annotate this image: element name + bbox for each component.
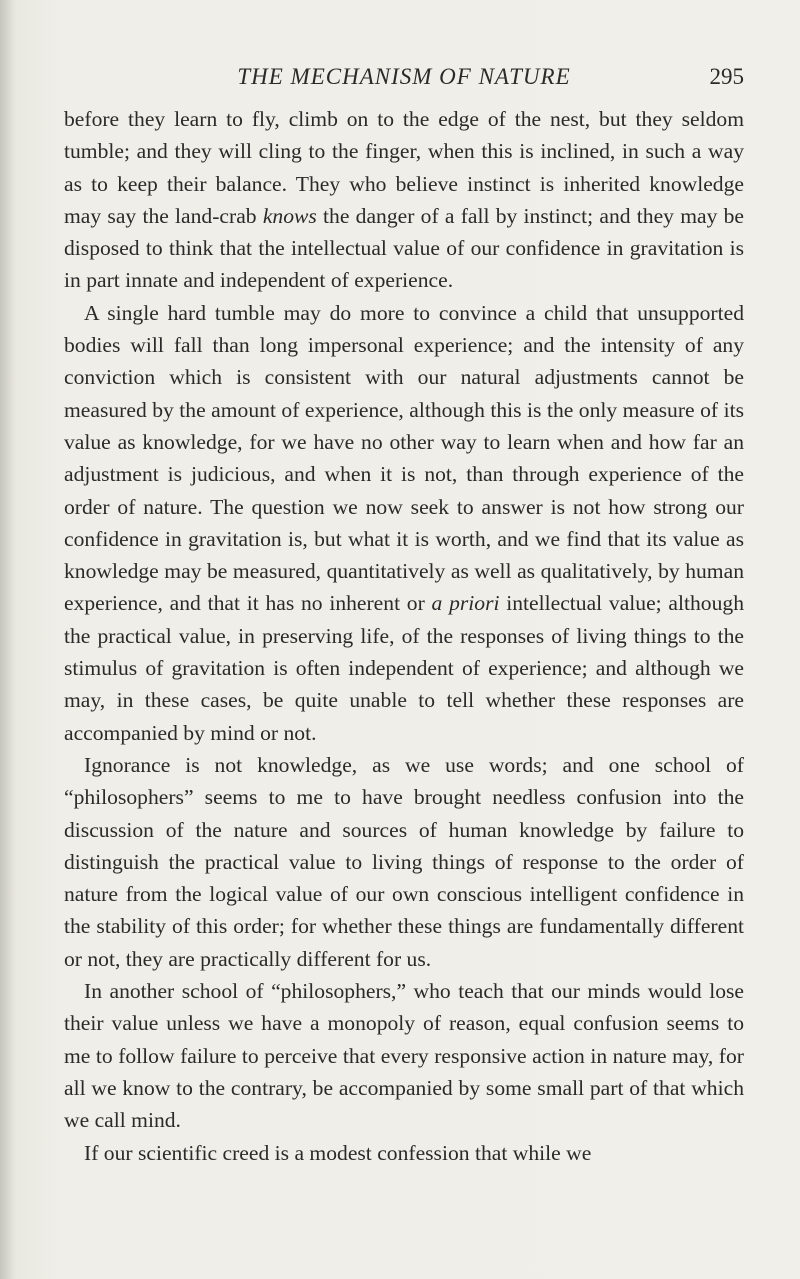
paragraph-4	[64, 975, 744, 1136]
paragraph-1-italic-knows: knows	[262, 203, 317, 228]
paragraph-2-text-a: A single hard tumble may do more to convince a child that unsupported bodies will fall than long impersonal experience; and the intensity of any conviction which is consistent with our natural adjustments cannot be measured by the amount of experience, although this is the only measure of its value as knowledge, for we have no other way to learn when and how far an adjustment is judicious, and when it is not, than through experience of the order of nature. The question we now seek to answer is not how strong our confidence in gravitation is, but what it is worth, and we find that its value as knowledge may be measured, quantitatively as well as qualitatively, by human experience, and that it has no inherent or	[64, 300, 744, 616]
paragraph-2-text-b: intellectual value; although the practical value, in preserving life, of the responses of living things to the stimulus of gravitation is often independent of experience; and although we may, in these cases, be quite unable to tell whether these responses are accompanied by mind or not.	[64, 591, 744, 745]
paragraph-5	[64, 1137, 744, 1169]
paragraph-4-text: In another school of “philosophers,” who teach that our minds would lose their value unless we have a monopoly of reason, equal confusion seems to me to follow failure to perceive that every responsive action in nature may, for all we know to the contrary, be accompanied by some small part of that which we call mind.	[64, 979, 744, 1133]
paragraph-2-italic-a-priori: a priori	[431, 591, 500, 616]
paragraph-1-text-a: before they learn to fly, climb on to the edge of the nest, but they seldom tumble; and they will cling to the finger, when this is inclined, in such a way as to keep their balance. They who believe instinct is inherited knowledge may say the land-crab	[64, 107, 744, 228]
paragraph-1	[64, 103, 744, 297]
spine-shadow	[0, 0, 14, 1279]
running-title: THE MECHANISM OF NATURE	[237, 64, 571, 89]
body-text	[64, 103, 744, 1169]
paragraph-5-text: If our scientific creed is a modest confession that while we	[84, 1140, 592, 1165]
page-number: 295	[709, 64, 744, 89]
paragraph-2	[64, 297, 744, 749]
running-head	[64, 60, 744, 94]
paragraph-1-text-b: the danger of a fall by instinct; and they may be disposed to think that the intellectual value of our confidence in gravitation is in part innate and independent of experience.	[64, 203, 744, 293]
paragraph-3	[64, 749, 744, 975]
paragraph-3-text: Ignorance is not knowledge, as we use words; and one school of “philosophers” seems to me to have brought needless confusion into the discussion of the nature and sources of human knowledge by failure to distinguish the practical value to living things of response to the order of nature from the logical value of our own conscious intelligent confidence in the stability of this order; for whether these things are fundamentally different or not, they are practically different for us.	[64, 752, 744, 971]
